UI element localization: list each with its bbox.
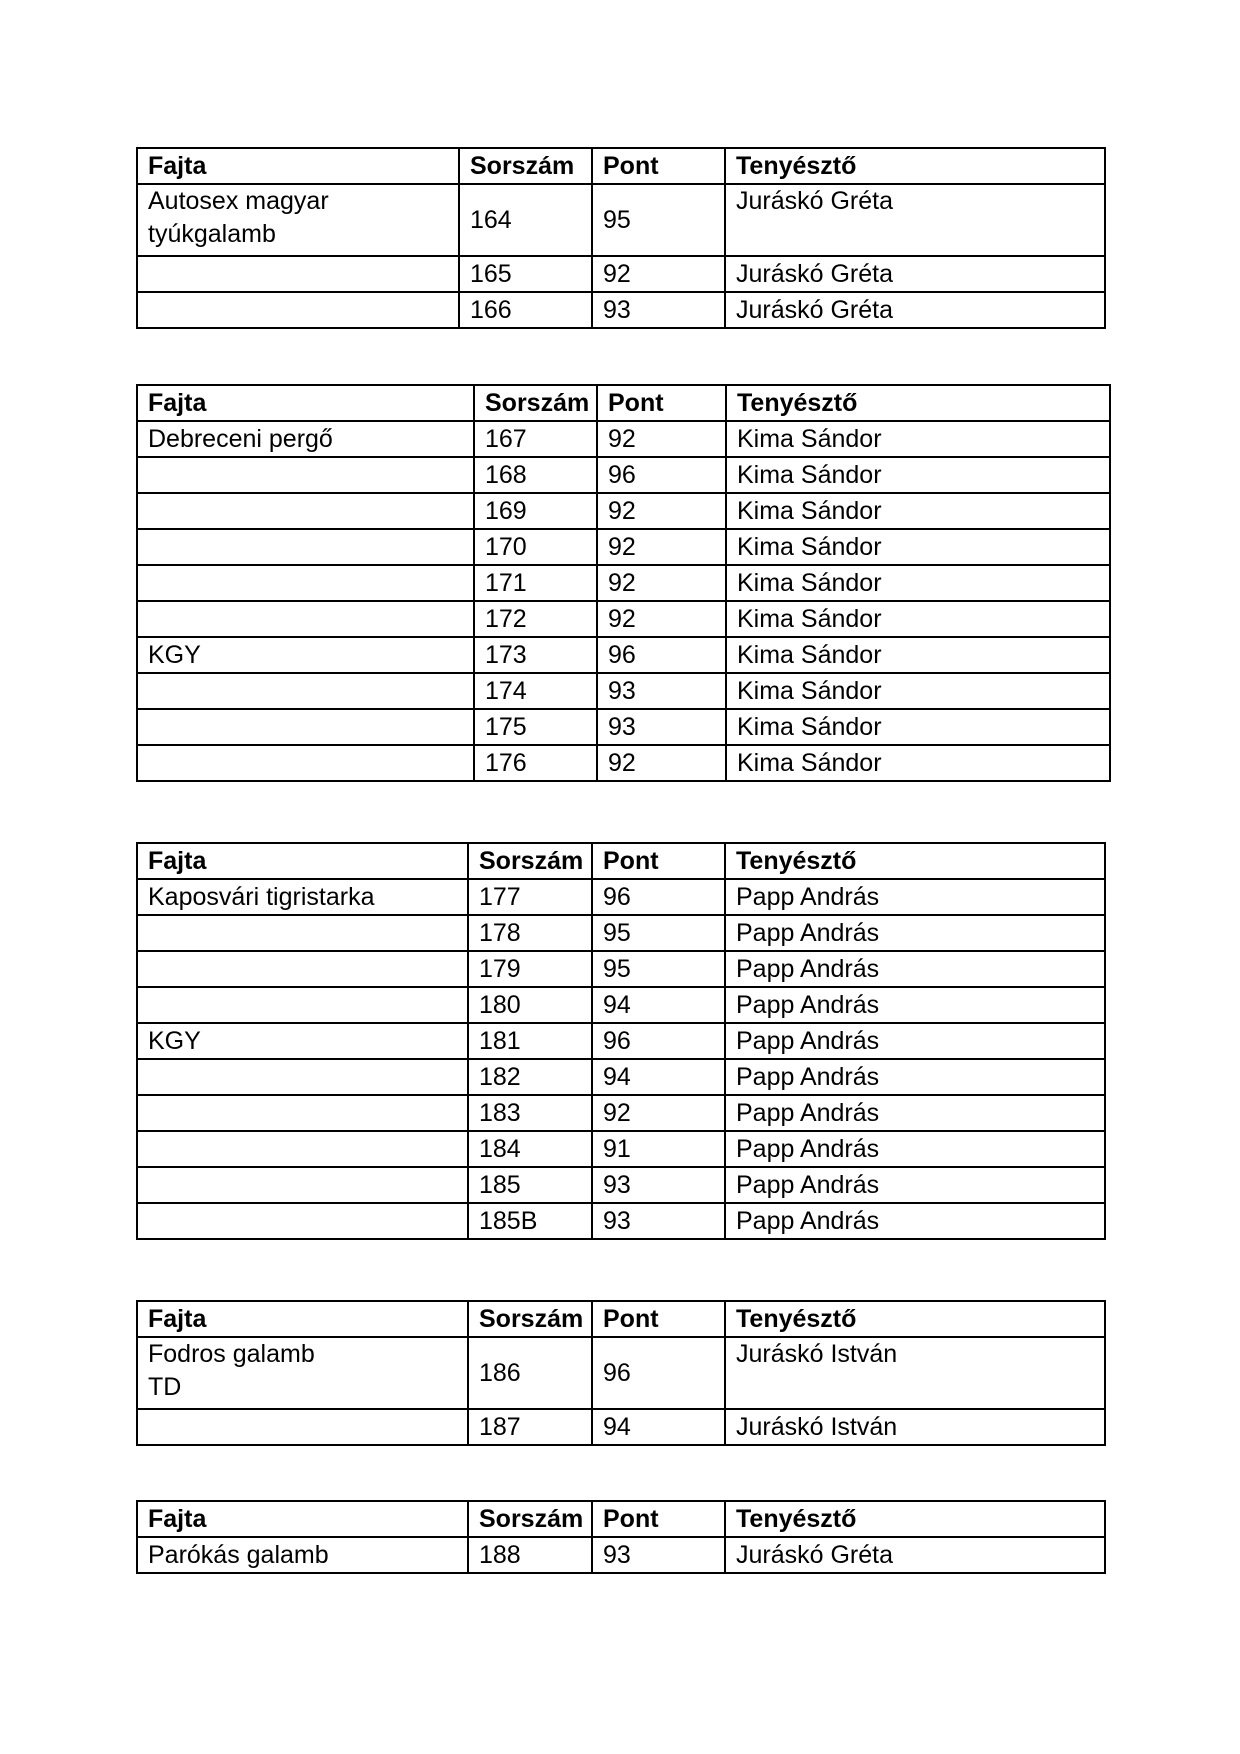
pont-cell: 96 xyxy=(592,879,725,915)
fajta-cell: Fodros galamb TD xyxy=(137,1337,468,1409)
pont-cell: 92 xyxy=(592,1095,725,1131)
entry-table xyxy=(136,842,1106,1240)
tenyeszto-cell: Kima Sándor xyxy=(726,709,1110,745)
fajta-cell xyxy=(137,1203,468,1239)
pont-cell: 94 xyxy=(592,1059,725,1095)
pont-cell: 94 xyxy=(592,1409,725,1445)
column-header-tenyeszto: Tenyésztő xyxy=(725,148,1105,184)
tenyeszto-cell: Papp András xyxy=(725,1131,1105,1167)
fajta-cell xyxy=(137,915,468,951)
table-row xyxy=(137,915,1105,951)
sorszam-cell: 170 xyxy=(474,529,597,565)
sorszam-cell: 185 xyxy=(468,1167,592,1203)
pont-cell: 93 xyxy=(592,1537,725,1573)
sorszam-cell: 164 xyxy=(459,184,592,256)
table-row xyxy=(137,565,1110,601)
table-row xyxy=(137,1095,1105,1131)
tenyeszto-cell: Juráskó Gréta xyxy=(725,292,1105,328)
entry-table xyxy=(136,1300,1106,1446)
column-header-sorszam: Sorszám xyxy=(459,148,592,184)
column-header-pont: Pont xyxy=(592,1301,725,1337)
table-row xyxy=(137,745,1110,781)
pont-cell: 95 xyxy=(592,951,725,987)
table-header-row xyxy=(137,1501,1105,1537)
fajta-cell: Kaposvári tigristarka xyxy=(137,879,468,915)
fajta-cell xyxy=(137,951,468,987)
sorszam-cell: 165 xyxy=(459,256,592,292)
tenyeszto-cell: Papp András xyxy=(725,1023,1105,1059)
fajta-cell xyxy=(137,709,474,745)
column-header-sorszam: Sorszám xyxy=(468,1301,592,1337)
sorszam-cell: 183 xyxy=(468,1095,592,1131)
table-row xyxy=(137,1131,1105,1167)
tenyeszto-cell: Kima Sándor xyxy=(726,421,1110,457)
tenyeszto-cell: Papp András xyxy=(725,987,1105,1023)
sorszam-cell: 179 xyxy=(468,951,592,987)
sorszam-cell: 186 xyxy=(468,1337,592,1409)
tenyeszto-cell: Kima Sándor xyxy=(726,565,1110,601)
tenyeszto-cell: Juráskó Gréta xyxy=(725,184,1105,256)
sorszam-cell: 180 xyxy=(468,987,592,1023)
table-header-row xyxy=(137,843,1105,879)
table-row xyxy=(137,256,1105,292)
tenyeszto-cell: Papp András xyxy=(725,1203,1105,1239)
fajta-cell xyxy=(137,292,459,328)
tenyeszto-cell: Kima Sándor xyxy=(726,745,1110,781)
sorszam-cell: 188 xyxy=(468,1537,592,1573)
tenyeszto-cell: Kima Sándor xyxy=(726,457,1110,493)
table-row xyxy=(137,951,1105,987)
entry-table xyxy=(136,147,1106,329)
table-row xyxy=(137,1409,1105,1445)
sorszam-cell: 172 xyxy=(474,601,597,637)
fajta-cell: Debreceni pergő xyxy=(137,421,474,457)
column-header-fajta: Fajta xyxy=(137,385,474,421)
pont-cell: 93 xyxy=(597,709,726,745)
pont-cell: 92 xyxy=(592,256,725,292)
column-header-tenyeszto: Tenyésztő xyxy=(726,385,1110,421)
sorszam-cell: 173 xyxy=(474,637,597,673)
table-row xyxy=(137,292,1105,328)
table-row xyxy=(137,1023,1105,1059)
table-row xyxy=(137,1059,1105,1095)
column-header-tenyeszto: Tenyésztő xyxy=(725,843,1105,879)
column-header-pont: Pont xyxy=(592,148,725,184)
pont-cell: 96 xyxy=(592,1023,725,1059)
tenyeszto-cell: Papp András xyxy=(725,1167,1105,1203)
tenyeszto-cell: Papp András xyxy=(725,879,1105,915)
tenyeszto-cell: Papp András xyxy=(725,915,1105,951)
fajta-cell xyxy=(137,529,474,565)
entry-table xyxy=(136,1500,1106,1574)
table-row xyxy=(137,987,1105,1023)
table-row xyxy=(137,529,1110,565)
column-header-sorszam: Sorszám xyxy=(468,843,592,879)
table-header-row xyxy=(137,1301,1105,1337)
column-header-fajta: Fajta xyxy=(137,1301,468,1337)
column-header-fajta: Fajta xyxy=(137,843,468,879)
pont-cell: 92 xyxy=(597,565,726,601)
table-row xyxy=(137,709,1110,745)
column-header-sorszam: Sorszám xyxy=(468,1501,592,1537)
sorszam-cell: 178 xyxy=(468,915,592,951)
fajta-cell xyxy=(137,256,459,292)
fajta-cell xyxy=(137,457,474,493)
column-header-tenyeszto: Tenyésztő xyxy=(725,1301,1105,1337)
fajta-cell xyxy=(137,987,468,1023)
table-row xyxy=(137,1337,1105,1409)
pont-cell: 93 xyxy=(597,673,726,709)
fajta-cell xyxy=(137,565,474,601)
table-row xyxy=(137,1203,1105,1239)
sorszam-cell: 177 xyxy=(468,879,592,915)
pont-cell: 93 xyxy=(592,1167,725,1203)
pont-cell: 92 xyxy=(597,601,726,637)
column-header-fajta: Fajta xyxy=(137,148,459,184)
pont-cell: 96 xyxy=(597,637,726,673)
fajta-cell xyxy=(137,1131,468,1167)
tenyeszto-cell: Juráskó Gréta xyxy=(725,256,1105,292)
fajta-cell xyxy=(137,601,474,637)
tenyeszto-cell: Kima Sándor xyxy=(726,529,1110,565)
pont-cell: 96 xyxy=(597,457,726,493)
pont-cell: 92 xyxy=(597,493,726,529)
table-row xyxy=(137,1167,1105,1203)
fajta-cell xyxy=(137,745,474,781)
sorszam-cell: 168 xyxy=(474,457,597,493)
sorszam-cell: 174 xyxy=(474,673,597,709)
pont-cell: 92 xyxy=(597,529,726,565)
table-row xyxy=(137,493,1110,529)
tenyeszto-cell: Juráskó Gréta xyxy=(725,1537,1105,1573)
sorszam-cell: 167 xyxy=(474,421,597,457)
fajta-cell xyxy=(137,493,474,529)
table-row xyxy=(137,673,1110,709)
sorszam-cell: 176 xyxy=(474,745,597,781)
sorszam-cell: 187 xyxy=(468,1409,592,1445)
fajta-cell: KGY xyxy=(137,1023,468,1059)
table-row xyxy=(137,421,1110,457)
fajta-cell xyxy=(137,1095,468,1131)
fajta-cell xyxy=(137,1409,468,1445)
column-header-tenyeszto: Tenyésztő xyxy=(725,1501,1105,1537)
sorszam-cell: 169 xyxy=(474,493,597,529)
tenyeszto-cell: Juráskó István xyxy=(725,1337,1105,1409)
fajta-cell xyxy=(137,673,474,709)
fajta-cell xyxy=(137,1059,468,1095)
tenyeszto-cell: Juráskó István xyxy=(725,1409,1105,1445)
sorszam-cell: 182 xyxy=(468,1059,592,1095)
column-header-fajta: Fajta xyxy=(137,1501,468,1537)
sorszam-cell: 171 xyxy=(474,565,597,601)
table-row xyxy=(137,457,1110,493)
sorszam-cell: 181 xyxy=(468,1023,592,1059)
pont-cell: 91 xyxy=(592,1131,725,1167)
table-header-row xyxy=(137,148,1105,184)
sorszam-cell: 184 xyxy=(468,1131,592,1167)
table-row xyxy=(137,1537,1105,1573)
sorszam-cell: 175 xyxy=(474,709,597,745)
column-header-pont: Pont xyxy=(597,385,726,421)
sorszam-cell: 166 xyxy=(459,292,592,328)
pont-cell: 95 xyxy=(592,915,725,951)
tenyeszto-cell: Kima Sándor xyxy=(726,493,1110,529)
pont-cell: 92 xyxy=(597,745,726,781)
table-row xyxy=(137,879,1105,915)
tenyeszto-cell: Papp András xyxy=(725,1059,1105,1095)
column-header-pont: Pont xyxy=(592,843,725,879)
pont-cell: 96 xyxy=(592,1337,725,1409)
fajta-cell: Autosex magyar tyúkgalamb xyxy=(137,184,459,256)
column-header-sorszam: Sorszám xyxy=(474,385,597,421)
table-header-row xyxy=(137,385,1110,421)
pont-cell: 95 xyxy=(592,184,725,256)
pont-cell: 93 xyxy=(592,292,725,328)
tenyeszto-cell: Kima Sándor xyxy=(726,601,1110,637)
tenyeszto-cell: Kima Sándor xyxy=(726,637,1110,673)
fajta-cell: KGY xyxy=(137,637,474,673)
column-header-pont: Pont xyxy=(592,1501,725,1537)
entry-table xyxy=(136,384,1111,782)
table-row xyxy=(137,637,1110,673)
sorszam-cell: 185B xyxy=(468,1203,592,1239)
tenyeszto-cell: Papp András xyxy=(725,1095,1105,1131)
table-row xyxy=(137,601,1110,637)
pont-cell: 92 xyxy=(597,421,726,457)
tenyeszto-cell: Papp András xyxy=(725,951,1105,987)
pont-cell: 93 xyxy=(592,1203,725,1239)
pont-cell: 94 xyxy=(592,987,725,1023)
tenyeszto-cell: Kima Sándor xyxy=(726,673,1110,709)
table-row xyxy=(137,184,1105,256)
fajta-cell: Parókás galamb xyxy=(137,1537,468,1573)
fajta-cell xyxy=(137,1167,468,1203)
